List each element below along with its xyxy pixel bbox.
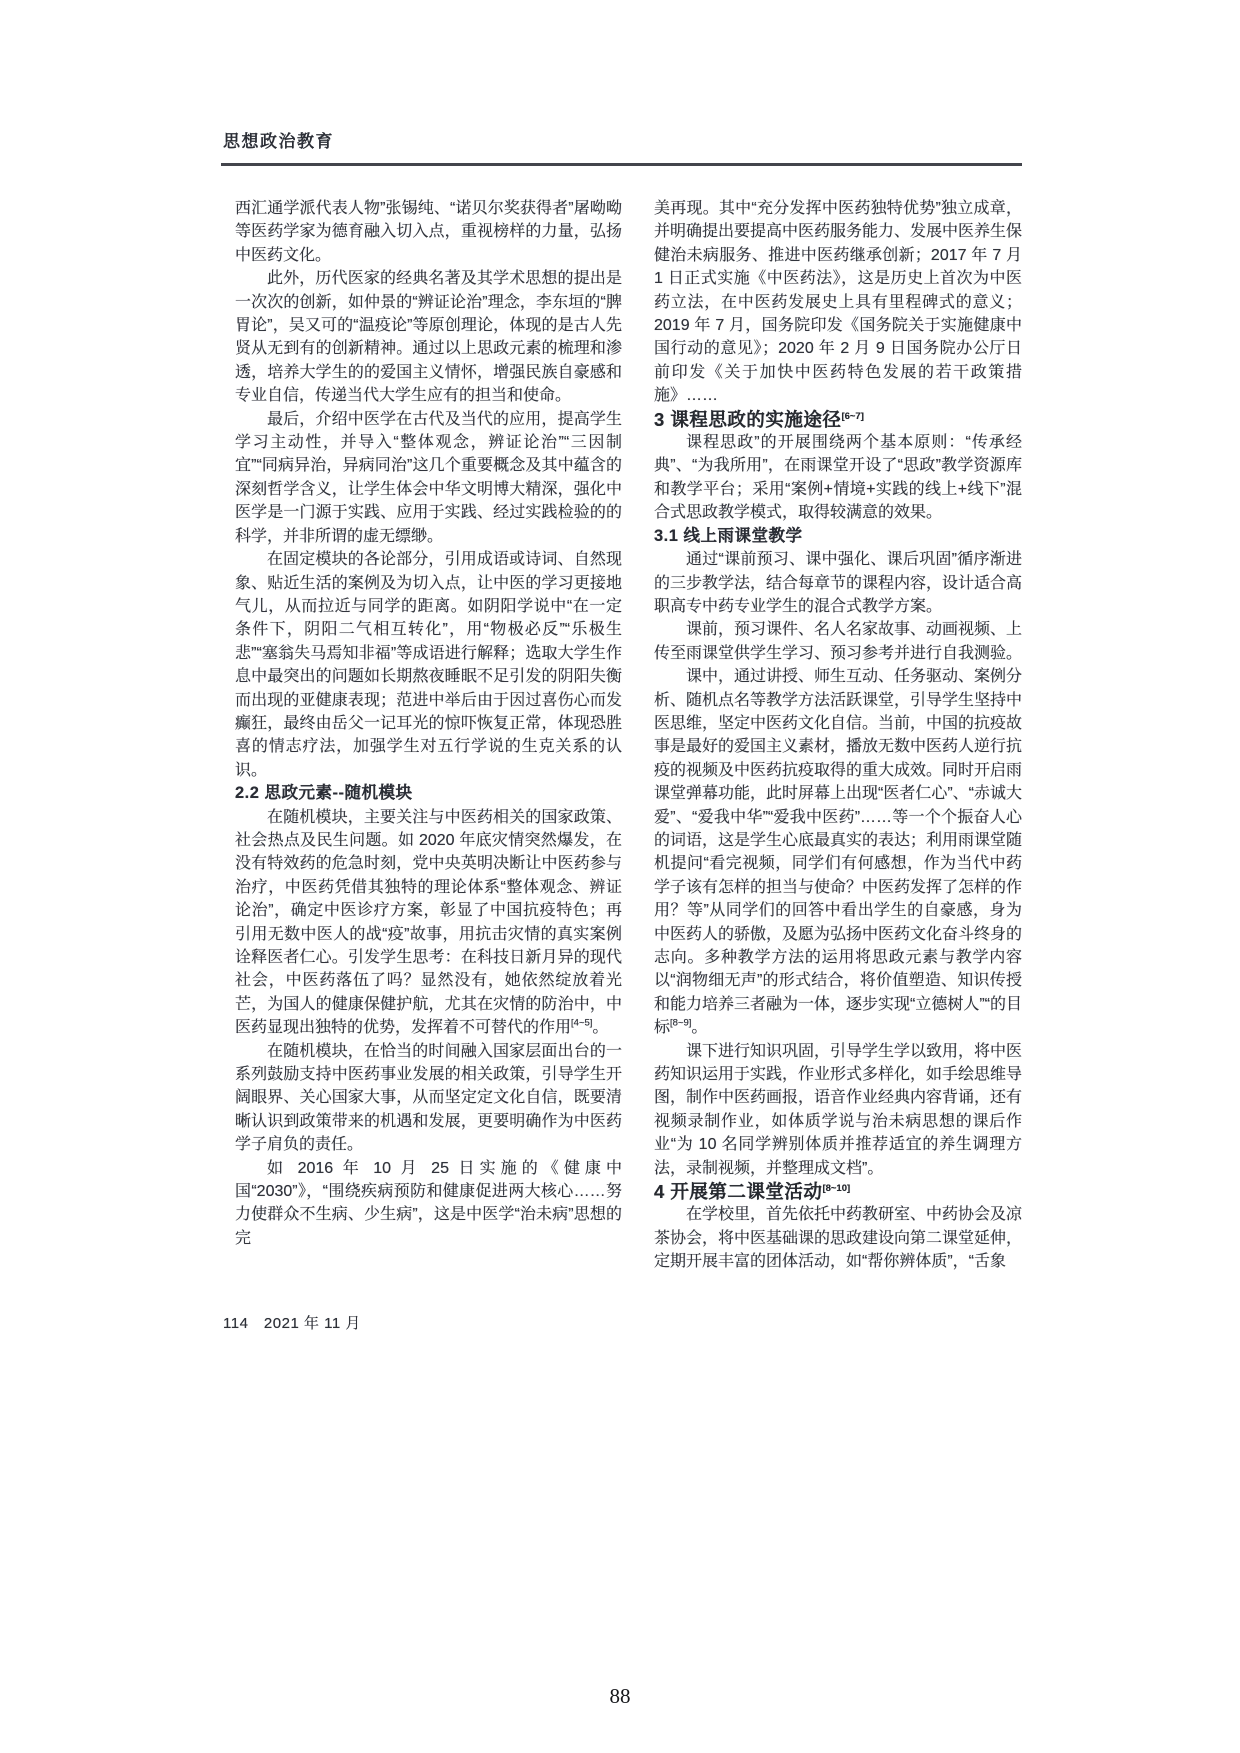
page-number: 88 [609, 1684, 631, 1708]
paragraph: 课下进行知识巩固，引导学生学以致用，将中医药知识运用于实践，作业形式多样化，如手绘思维导图，制作中医药画报，语音作业经典内容背诵，还有视频录制作业，如体质学说与治未病思想的课后作业“为 10 名同学辨别体质并推荐适宜的养生调理方法，录制视频，并整理成文档”。 [654, 1042, 1023, 1177]
citation-marker: [8~10] [822, 1182, 851, 1194]
paragraph [654, 665, 1022, 1040]
two-column-body [235, 197, 1022, 1274]
paragraph: 美再现。其中“充分发挥中医药独特优势”独立成章，并明确提出要提高中医药服务能力、发展中医养生保健治未病服务、推进中医药继承创新；2017 年 7 月 1 日正式实施《中医药法》，这是历史上首次为中医药立法，在中医药发展史上具有里程碑式的意义；2019 年 7 月，国务院印发《国务院关于实施健康中国行动的意见》；2020 年 2 月 9 日国务院办公厅日前印发《关于加快中医药特色发展的若干政策措施》…… [654, 200, 1023, 405]
paragraph: 最后，介绍中医学在古代及当代的应用，提高学生学习主动性，并导入“整体观念，辨证论治”“三因制宜”“同病异治，异病同治”这几个重要概念及其中蕴含的深刻哲学含义，让学生体会中华文明博大精深，强化中医学是一门源于实践、应用于实践、经过实践检验的的科学，并非所谓的虚无缥缈。 [235, 410, 622, 545]
paragraph: 如 2016 年 10 月 25 日实施的《健康中国“2030”》，“围绕疾病预防和健康促进两大核心……努力使群众不生病、少生病”，这是中医学“治未病”思想的完 [235, 1159, 622, 1247]
heading-text: 4 开展第二课堂活动 [654, 1181, 823, 1203]
paragraph: 西汇通学派代表人物”张锡纯、“诺贝尔奖获得者”屠呦呦等医药学家为德育融入切入点，重视榜样的力量，弘扬中医药文化。 [235, 200, 622, 264]
issue-page-info: 114 2021 年 11 月 [223, 1315, 361, 1332]
paragraph-text: 在随机模块，主要关注与中医药相关的国家政策、社会热点及民生问题。如 2020 年底灾情突然爆发，在没有特效药的危急时刻，党中央英明决断让中医药参与治疗，中医药凭借其独特的理论体系“整体观念、辨证论治”，确定中医诊疗方案，彰显了中国抗疫特色；再引用无数中医人的战“疫”故事，用抗击灾情的真实案例诠释医者仁心。引发学生思考：在科技日新月异的现代社会，中医药落伍了吗？显然没有，她依然绽放着光芒，为国人的健康保健护航，尤其在灾情的防治中，中医药显现出独特的优势，发挥着不可替代的作用 [235, 808, 622, 1037]
citation-marker: [8~9] [670, 1017, 692, 1029]
paragraph: 在学校里，首先依托中药教研室、中药协会及凉茶协会，将中医基础课的思政建设向第二课堂延伸，定期开展丰富的团体活动，如“帮你辨体质”，“舌象 [654, 1206, 1023, 1271]
citation-marker: [4~5] [571, 1017, 593, 1029]
section-heading-3 [654, 408, 1022, 431]
journal-section-label: 思想政治教育 [223, 132, 334, 151]
paragraph: 课前，预习课件、名人名家故事、动画视频、上传至雨课堂供学生学习、预习参考并进行自我测验。 [654, 621, 1023, 662]
section-heading-4 [654, 1180, 1022, 1203]
paragraph [235, 806, 622, 1040]
paragraph: 通过“课前预习、课中强化、课后巩固”循序渐进的三步教学法，结合每章节的课程内容，设计适合高职高专中药专业学生的混合式教学方案。 [654, 551, 1023, 615]
section-heading-3-1: 3.1 线上雨课堂教学 [654, 526, 803, 545]
paragraph: 在固定模块的各论部分，引用成语或诗词、自然现象、贴近生活的案例及为切入点，让中医的学习更接地气儿，从而拉近与同学的距离。如阴阳学说中“在一定条件下，阴阳二气相互转化”，用“物极必反”“乐极生悲”“塞翁失马焉知非福”等成语进行解释；选取大学生作息中最突出的问题如长期熬夜睡眠不足引发的阴阳失衡而出现的亚健康表现；范进中举后由于因过喜伤心而发癫狂，最终由岳父一记耳光的惊吓恢复正常，体现恐胜喜的情志疗法，加强学生对五行学说的生克关系的认识。 [235, 551, 622, 779]
paragraph: 课程思政”的开展围绕两个基本原则：“传承经典”、“为我所用”，在雨课堂开设了“思政”教学资源库和教学平台；采用“案例+情境+实践的线上+线下”混合式思政教学模式，取得较满意的效果。 [654, 434, 1022, 522]
section-heading-2-2: 2.2 思政元素--随机模块 [235, 784, 413, 803]
header-divider [221, 163, 1022, 166]
paragraph-text: 。 [592, 1019, 609, 1037]
paragraph-text: 。 [691, 1019, 708, 1037]
paragraph: 在随机模块，在恰当的时间融入国家层面出台的一系列鼓励支持中医药事业发展的相关政策，引导学生开阔眼界、关心国家大事，从而坚定定文化自信，既要清晰认识到政策带来的机遇和发展，更要明确作为中医药学子肩负的责任。 [235, 1042, 622, 1154]
heading-text: 3 课程思政的实施途径 [654, 408, 842, 430]
left-column [235, 197, 622, 1274]
paragraph-text: 课中，通过讲授、师生互动、任务驱动、案例分析、随机点名等教学方法活跃课堂，引导学生坚持中医思维，坚定中医药文化自信。当前，中国的抗疫故事是最好的爱国主义素材，播放无数中医药人逆行抗疫的视频及中医药抗疫取得的重大成效。同时开启雨课堂弹幕功能，此时屏幕上出现“医者仁心”、“赤诚大爱”、“爱我中华”“爱我中医药”……等一个个振奋人心的词语，这是学生心底最真实的表达；利用雨课堂随机提问“看完视频，同学们有何感想，作为当代中药学子该有怎样的担当与使命？中医药发挥了怎样的作用？等”从同学们的回答中看出学生的自豪感，身为中医药人的骄傲，及愿为弘扬中医药文化奋斗终身的志向。多种教学方法的运用将思政元素与教学内容以“润物细无声”的形式结合，将价值塑造、知识传授和能力培养三者融为一体，逐步实现“立德树人”“的目标 [654, 668, 1023, 1037]
paragraph: 此外，历代医家的经典名著及其学术思想的提出是一次次的创新，如仲景的“辨证论治”理念，李东垣的“脾胃论”，吴又可的“温疫论”等原创理论，体现的是古人先贤从无到有的创新精神。通过以上思政元素的梳理和渗透，培养大学生的的爱国主义情怀，增强民族自豪感和专业自信，传递当代大学生应有的担当和使命。 [235, 270, 622, 405]
right-column [654, 197, 1022, 1274]
citation-marker: [6~7] [841, 410, 864, 422]
